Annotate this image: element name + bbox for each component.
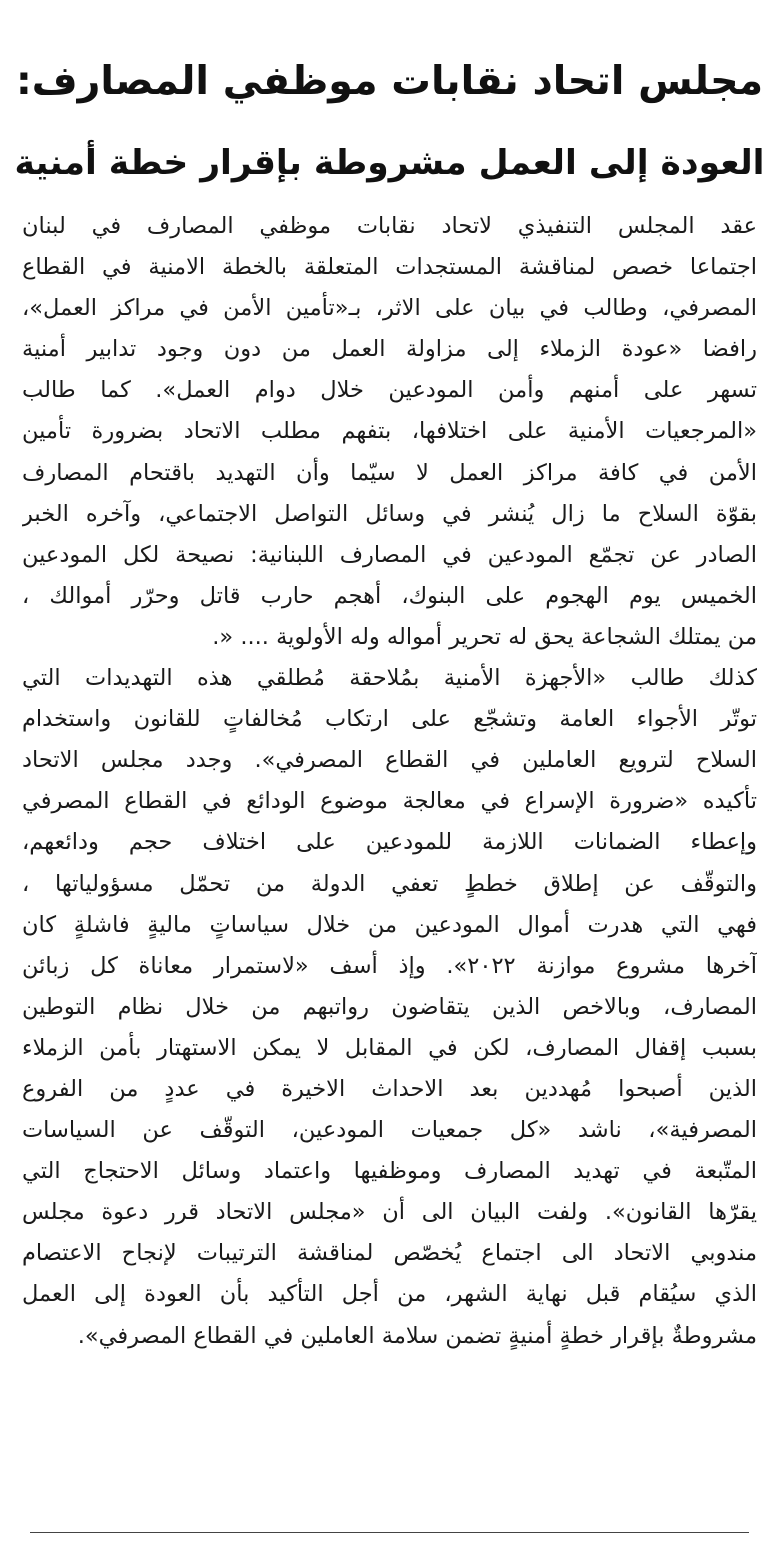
- headline-line: العودة إلى العمل مشروطة بإقرار خطة أمنية: [14, 143, 765, 183]
- body-line: تأكيده «ضرورة الإسراع في معالجة موضوع الودائع في القطاع المصرفي: [22, 788, 757, 815]
- body-line: السلاح لترويع العاملين في القطاع المصرفي». وجدد مجلس الاتحاد: [22, 747, 757, 774]
- body-line: المصرفية»، ناشد «كل جمعيات المودعين، التوقّف عن السياسات: [22, 1117, 757, 1144]
- body-line: من يمتلك الشجاعة يحق له تحرير أمواله وله الأولوية .... «.: [212, 623, 757, 650]
- body-line: المصرفي، وطالب في بيان على الاثر، بـ«تأمين الأمن في مراكز العمل»،: [22, 295, 757, 322]
- body-line: الصادر عن تجمّع المودعين في المصارف اللبنانية: نصيحة لكل المودعين: [22, 541, 757, 568]
- body-line: وإعطاء الضمانات اللازمة للمودعين على اختلاف حجم ودائعهم،: [22, 829, 757, 856]
- body-line: بقوّة السلاح ما زال يُنشر في وسائل التواصل الاجتماعي، وآخره الخبر: [22, 500, 757, 527]
- article-body: [22, 206, 757, 1357]
- body-line: عقد المجلس التنفيذي لاتحاد نقابات موظفي المصارف في لبنان: [22, 213, 757, 239]
- body-line: «المرجعيات الأمنية على اختلافها، بتفهم مطلب الاتحاد بضرورة تأمين: [22, 418, 757, 445]
- body-line: والتوقّف عن إطلاق خططٍ تعفي الدولة من تحمّل مسؤولياتها ،: [22, 870, 757, 897]
- body-line: الأمن في كافة مراكز العمل لا سيّما وأن التهديد باقتحام المصارف: [22, 459, 757, 486]
- body-line: المصارف، وبالاخص الذين يتقاضون رواتبهم من خلال نظام التوطين: [22, 993, 757, 1020]
- body-line: توتّر الأجواء العامة وتشجّع على ارتكاب مُخالفاتٍ للقانون واستخدام: [22, 706, 757, 733]
- body-line: اجتماعا خصص لمناقشة المستجدات المتعلقة بالخطة الامنية في القطاع: [22, 254, 757, 281]
- body-line: مشروطةٌ بإقرار خطةٍ أمنيةٍ تضمن سلامة العاملين في القطاع المصرفي».: [77, 1322, 757, 1349]
- body-line: يقرّها القانون». ولفت البيان الى أن «مجلس الاتحاد قرر دعوة مجلس: [22, 1199, 757, 1226]
- body-line: المتّبعة في تهديد المصارف وموظفيها واعتماد وسائل الاحتجاج التي: [22, 1158, 757, 1185]
- body-line: الخميس يوم الهجوم على البنوك، أهجم حارب قاتل وحرّر أموالك ،: [22, 582, 757, 609]
- article-headline: [14, 40, 765, 204]
- body-line: الذين أصبحوا مُهددين بعد الاحداث الاخيرة في عددٍ من الفروع: [22, 1075, 757, 1102]
- headline-line: مجلس اتحاد نقابات موظفي المصارف:: [15, 58, 764, 104]
- body-line: بسبب إقفال المصارف، لكن في المقابل لا يمكن الاستهتار بأمن الزملاء: [22, 1034, 757, 1061]
- bottom-divider: [30, 1532, 749, 1533]
- body-line: رافضا «عودة الزملاء إلى مزاولة العمل من دون وجود تدابير أمنية: [22, 336, 757, 363]
- body-line: فهي التي هدرت أموال المودعين من خلال سياساتٍ ماليةٍ فاشلةٍ كان: [22, 911, 757, 938]
- body-line: آخرها مشروع موازنة ٢٠٢٢». وإذ أسف «لاستمرار معاناة كل زبائن: [22, 952, 757, 979]
- body-line: كذلك طالب «الأجهزة الأمنية بمُلاحقة مُطلقي هذه التهديدات التي: [22, 665, 757, 692]
- body-line: الذي سيُقام قبل نهاية الشهر، من أجل التأكيد بأن العودة إلى العمل: [22, 1281, 757, 1308]
- body-line: مندوبي الاتحاد الى اجتماع يُخصّص لمناقشة الترتيبات لإنجاح الاعتصام: [22, 1240, 757, 1267]
- body-line: تسهر على أمنهم وأمن المودعين خلال دوام العمل». كما طالب: [22, 377, 757, 404]
